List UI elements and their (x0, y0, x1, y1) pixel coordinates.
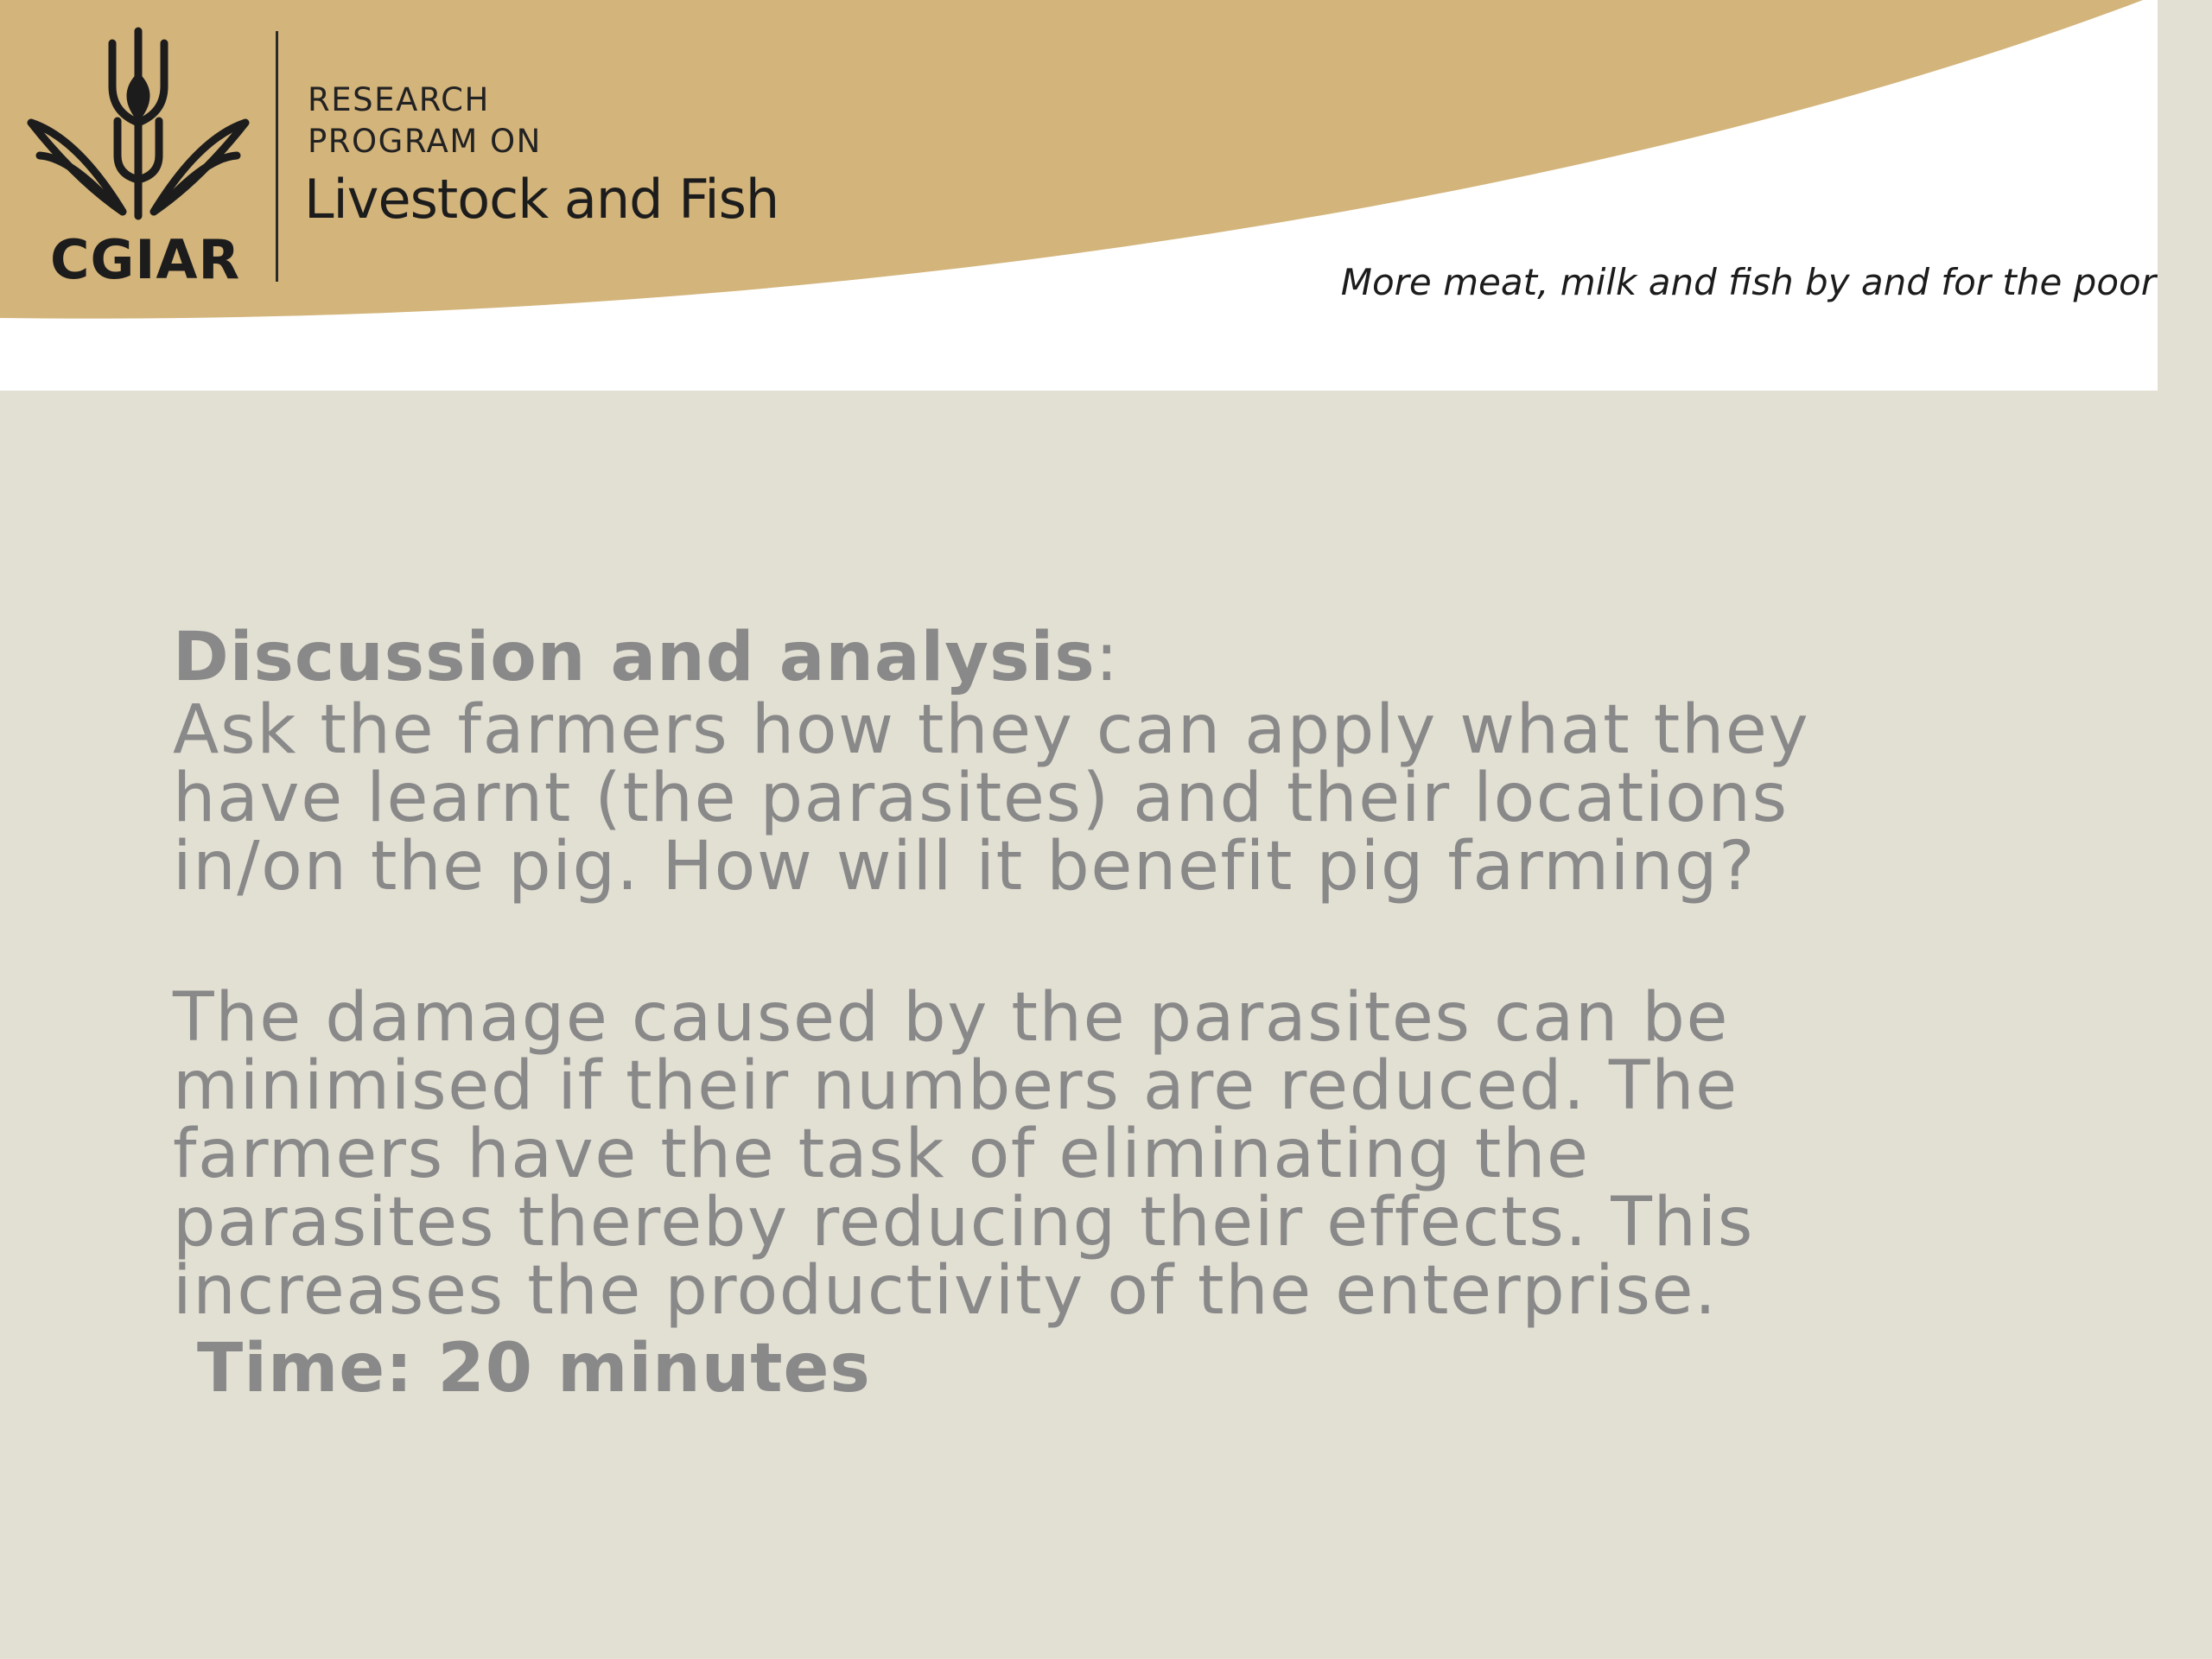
analysis-paragraph: The damage caused by the parasites can be minimised if their numbers are reduced. The farmers have the task of eliminating the parasites thereby reducing their effects. This increases the productivity of the enterprise. (173, 979, 1755, 1330)
cgiar-wordmark: CGIAR (50, 228, 241, 291)
discussion-paragraph: Ask the farmers how they can apply what they have learnt (the parasites) and their locations in/on the pig. How will it benefit pig farming? (173, 691, 1810, 906)
slide-header (0, 0, 2158, 391)
slide-content (173, 619, 2074, 1412)
tagline: More meat, milk and fish by and for the poor (1340, 261, 2156, 303)
cgiar-wheat-logo-icon (26, 26, 251, 225)
logo-divider (276, 31, 278, 282)
time-label: Time: 20 minutes (197, 1330, 871, 1408)
section-heading-colon: : (1095, 619, 1119, 696)
section-heading-text: Discussion and analysis (173, 619, 1096, 696)
program-label-line1: RESEARCH (308, 81, 490, 118)
program-label-line2: PROGRAM ON (308, 123, 542, 160)
program-title: Livestock and Fish (304, 168, 779, 231)
section-heading (173, 619, 2074, 696)
paragraph-spacer (173, 901, 2074, 984)
